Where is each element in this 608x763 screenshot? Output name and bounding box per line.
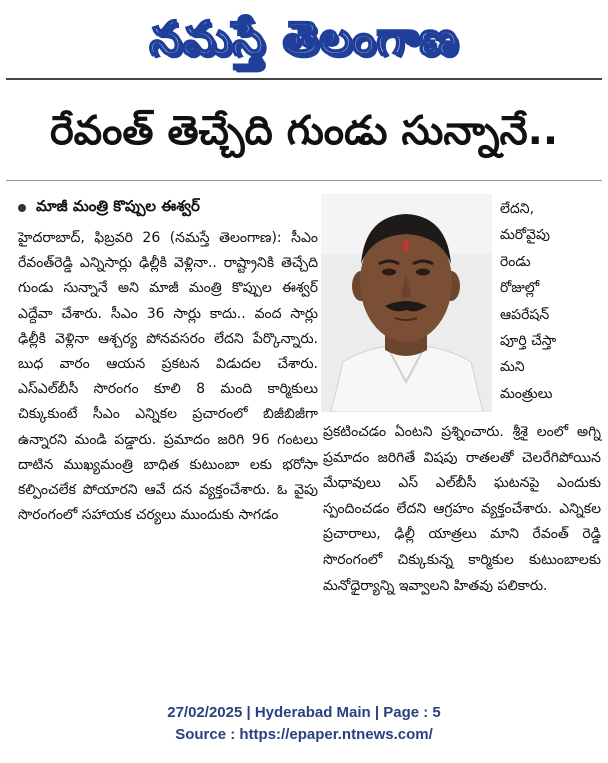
footer-source-link[interactable]: Source : https://epaper.ntnews.com/ (175, 726, 433, 743)
narrow-line: రోజుల్లో (500, 280, 540, 297)
byline-row (18, 196, 318, 220)
narrow-line: మంత్రులు (500, 385, 553, 402)
bullet-icon (18, 204, 26, 212)
narrow-line: లేదని, (500, 201, 535, 217)
portrait-photo (321, 194, 492, 412)
narrow-line: మరోవైపు (500, 227, 550, 244)
narrow-line: పూర్తి చేస్తా (500, 333, 557, 350)
footer-date-line: 27/02/2025 | Hyderabad Main | Page : 5 (167, 704, 441, 721)
article-body-right: ప్రకటించడం ఏంటని ప్రశ్నించారు. శ్రీశై లంలో అగ్ని ప్రమాదం జరిగితే విషపు రాతలతో చెలరేగిపోయిన మేధావులు ఎస్ ఎల్‌బీసీ ఘటనపై ఎందుకు స్పందించడం లేదని ఆగ్రహం వ్యక్తంచేశారు. ఎన్నికల ప్రచారాలు, ఢిల్లీ యాత్రలు మాని రేవంత్ రెడ్డి సొరంగంలో చిక్కుకున్న కార్మికుల కుటుంబాలకు మనోధైర్యాన్ని ఇవ్వాలని హితవు పలికారు. (323, 424, 601, 594)
portrait-photo-image (321, 194, 492, 412)
article-body-left: హైదరాబాద్, ఫిబ్రవరి 26 (నమస్తే తెలంగాణ): సీఎం రేవంత్‌రెడ్డి ఎన్నిసార్లు ఢిల్లీకి వెళ్లినా.. రాష్ట్రానికి తెచ్చేది గుండు సున్నానే అని మాజీ మంత్రి కొప్పుల ఈశ్వర్ ఎద్దేవా చేశారు. సీఎం 36 సార్లు కాదు.. వంద సార్లు ఢిల్లీకి వెళ్లినా ఆశ్చర్య పోనవసరం లేదని పేర్కొన్నారు. బుధ వారం ఆయన ప్రకటన విడుదల చేశారు. ఎస్‌ఎల్‌బీసీ సొరంగం కూలి 8 మంది కార్మికులు చిక్కుకుంటే సీఎం ఎన్నికల ప్రచారంలో బిజీబిజీగా ఉన్నారని మండి పడ్డారు. ప్రమాదం జరిగి 96 గంటలు దాటిన ముఖ్యమంత్రి బాధిత కుటుంబా లకు భరోసా కల్పించలేక పోయారని ఆవే దన వ్యక్తంచేశారు. ఓ వైపు సొరంగంలో సహాయక చర్యలు ముందుకు సాగడం (18, 230, 318, 524)
headline-divider (6, 180, 602, 181)
newspaper-masthead: నమస్తే తెలంగాణ (149, 11, 459, 65)
article-headline: రేవంత్ తెచ్చేది గుండు సున్నానే.. (49, 108, 559, 154)
narrow-line: రెండు (500, 253, 531, 270)
narrow-line: మని (500, 359, 525, 376)
narrow-line: ఆపరేషన్ (500, 306, 550, 323)
article-body-narrow (500, 196, 600, 407)
masthead-divider (6, 78, 602, 80)
byline: మాజీ మంత్రి కొప్పుల ఈశ్వర్ (36, 197, 200, 215)
